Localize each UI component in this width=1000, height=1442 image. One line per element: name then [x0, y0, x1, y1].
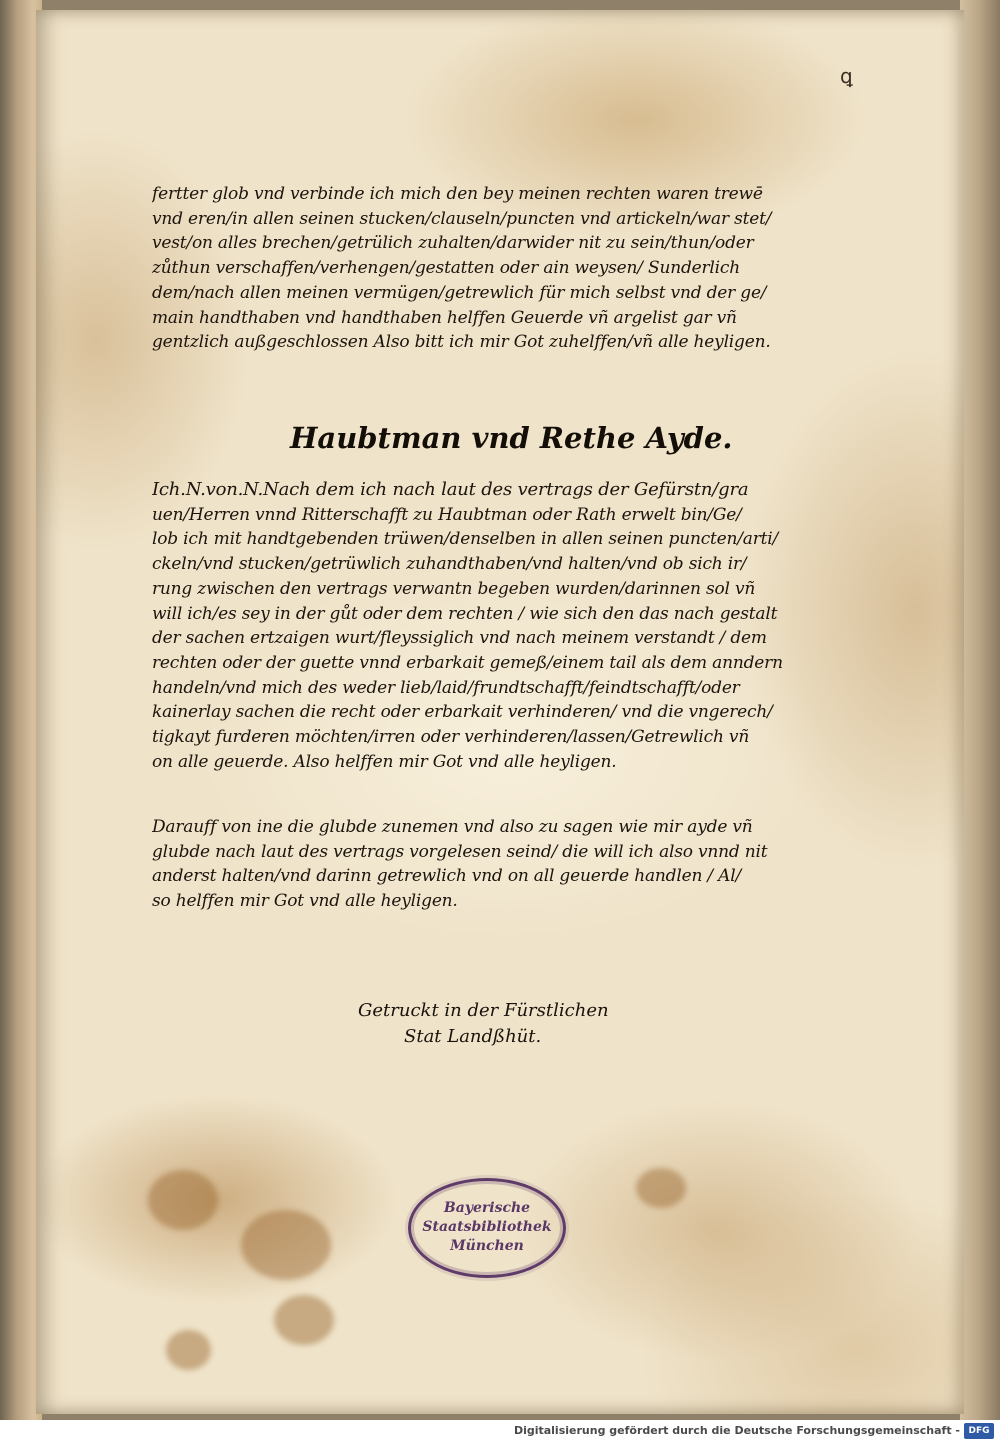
- text-line: gentzlich außgeschlossen Also bitt ich mir Got zuhelffen/vñ alle heyligen.: [152, 332, 771, 353]
- library-stamp: [408, 1178, 566, 1278]
- text-line: lob ich mit handtgebenden trüwen/denselben in allen seinen puncten/arti/: [152, 529, 779, 550]
- text-line: rung zwischen den vertrags verwantn begeben wurden/darinnen sol vñ: [152, 578, 756, 599]
- oath-paragraph-one: [152, 182, 842, 355]
- signature-mark: ꝗ: [840, 64, 853, 88]
- text-line: zůthun verschaffen/verhengen/gestatten oder ain weysen/ Sunderlich: [152, 258, 740, 279]
- stain: [148, 1170, 218, 1230]
- text-line: glubde nach laut des vertrags vorgelesen seind/ die will ich also vnnd nit: [152, 841, 768, 862]
- text-line: tigkayt furderen möchten/irren oder verhinderen/lassen/Getrewlich vñ: [152, 727, 750, 748]
- colophon-line: Stat Landßhüt.: [404, 1026, 542, 1047]
- colophon: [358, 998, 658, 1050]
- footer-bar: [0, 1420, 1000, 1442]
- text-line: vest/on alles brechen/getrülich zuhalten/darwider nit zu sein/thun/oder: [152, 233, 754, 254]
- text-line: dem/nach allen meinen vermügen/getrewlich für mich selbst vnd der ge/: [152, 282, 767, 303]
- dfg-logo-icon: DFG: [964, 1423, 994, 1439]
- stain: [274, 1295, 334, 1345]
- text-line: fertter glob vnd verbinde ich mich den bey meinen rechten waren trewē: [152, 184, 763, 204]
- stamp-line: München: [450, 1238, 524, 1254]
- text-line: on alle geuerde. Also helffen mir Got vnd alle heyligen.: [152, 751, 617, 772]
- text-line: Ich.N.von.N.Nach dem ich nach laut des vertrags der Gefürstn/gra: [152, 479, 749, 500]
- stain: [636, 1168, 686, 1208]
- text-line: will ich/es sey in der gůt oder dem rechten / wie sich den das nach gestalt: [152, 603, 778, 624]
- text-line: anderst halten/vnd darinn getrewlich vnd on all geuerde handlen / Al/: [152, 866, 741, 887]
- colophon-line: Getruckt in der Fürstlichen: [358, 1000, 609, 1021]
- right-page-edge: [960, 0, 1000, 1420]
- stamp-line: Bayerische: [443, 1200, 531, 1216]
- text-line: Darauff von ine die glubde zunemen vnd also zu sagen wie mir ayde vñ: [152, 817, 753, 837]
- text-line: kainerlay sachen die recht oder erbarkait verhinderen/ vnd die vngerech/: [152, 702, 773, 723]
- text-line: main handthaben vnd handthaben helffen Geuerde vñ argelist gar vñ: [152, 307, 737, 328]
- text-line: der sachen ertzaigen wurt/fleyssiglich vnd nach meinem verstandt / dem: [152, 628, 767, 649]
- digitization-credit: Digitalisierung gefördert durch die Deutsche Forschungsgemeinschaft -: [513, 1424, 960, 1437]
- oath-paragraph-two: [152, 478, 842, 774]
- text-line: rechten oder der guette vnnd erbarkait gemeß/einem tail als dem anndern: [152, 652, 783, 673]
- text-line: handeln/vnd mich des weder lieb/laid/frundtschafft/feindtschafft/oder: [152, 677, 740, 698]
- text-line: so helffen mir Got vnd alle heyligen.: [152, 891, 458, 912]
- text-line: ckeln/vnd stucken/getrüwlich zuhandthaben/vnd halten/vnd ob sich ir/: [152, 554, 747, 575]
- stain: [241, 1210, 331, 1280]
- stain: [166, 1330, 211, 1370]
- oath-paragraph-three: [152, 815, 842, 914]
- stamp-line: Staatsbibliothek: [422, 1219, 552, 1235]
- text-line: vnd eren/in allen seinen stucken/clauseln/puncten vnd artickeln/war stet/: [152, 208, 772, 229]
- text-line: uen/Herren vnnd Ritterschafft zu Haubtman oder Rath erwelt bin/Ge/: [152, 504, 742, 525]
- section-heading: Haubtman vnd Rethe Ayde.: [290, 421, 733, 455]
